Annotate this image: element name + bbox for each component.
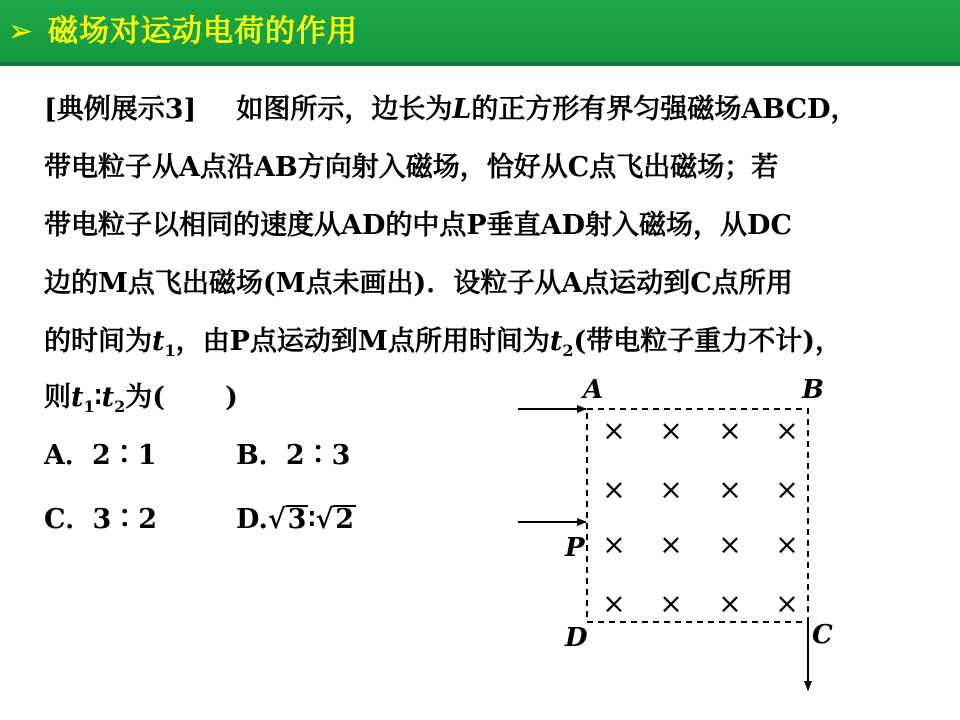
sub-2: 2 xyxy=(114,397,126,416)
label-d: D xyxy=(565,623,588,653)
field-cross-icon: × xyxy=(602,473,626,506)
text: D. xyxy=(236,504,268,535)
var-L: L xyxy=(452,94,472,125)
ratio-sign: ∶ xyxy=(94,382,102,413)
text: ) xyxy=(225,382,238,413)
sub-1: 1 xyxy=(164,341,176,360)
text: 如图所示，边长为 xyxy=(236,94,453,125)
sqrt-sign: √ xyxy=(267,504,286,535)
option-a[interactable]: A．2∶1 xyxy=(44,440,157,471)
field-cross-icon: × xyxy=(775,414,799,447)
ratio-sign: ∶ xyxy=(308,504,316,535)
field-cross-icon: × xyxy=(602,414,626,447)
field-cross-icon: × xyxy=(775,473,799,506)
field-cross-icon: × xyxy=(659,587,683,620)
text: 的正方形有界匀强磁场ABCD， xyxy=(471,94,858,125)
example-tag: [典例展示3] xyxy=(44,94,197,125)
text: (带电粒子重力不计)， xyxy=(573,326,843,357)
radicand-2: 2 xyxy=(335,504,354,535)
radicand-1: 3 xyxy=(287,504,307,535)
option-d[interactable] xyxy=(236,502,356,538)
field-cross-icon: × xyxy=(775,587,799,620)
label-a: A xyxy=(583,375,604,405)
slide-title: 磁场对运动电荷的作用 xyxy=(48,14,358,49)
var-t: t xyxy=(101,382,115,413)
text: 则 xyxy=(44,382,71,413)
problem-line-5 xyxy=(44,324,842,369)
problem-line-6 xyxy=(44,380,238,425)
option-c[interactable]: C．3∶2 xyxy=(44,504,158,535)
label-c: C xyxy=(812,620,833,650)
field-cross-icon: × xyxy=(718,587,742,620)
var-t: t xyxy=(549,326,563,357)
field-cross-icon: × xyxy=(659,473,683,506)
field-cross-icon: × xyxy=(718,473,742,506)
text: 为( xyxy=(125,382,166,413)
problem-line-3: 带电粒子以相同的速度从AD的中点P垂直AD射入磁场，从DC xyxy=(44,210,792,241)
option-b[interactable]: B．2∶3 xyxy=(236,440,351,471)
label-p: P xyxy=(565,533,585,563)
field-cross-icon: × xyxy=(659,528,683,561)
field-cross-icon: × xyxy=(718,528,742,561)
arrow-bullet-icon: ➢ xyxy=(8,14,34,49)
field-cross-icon: × xyxy=(659,414,683,447)
field-cross-icon: × xyxy=(602,587,626,620)
header-divider xyxy=(0,62,960,66)
label-b: B xyxy=(802,375,824,405)
field-cross-icon: × xyxy=(775,528,799,561)
problem-line-4: 边的M点飞出磁场(M点未画出)．设粒子从A点运动到C点所用 xyxy=(44,268,793,299)
problem-line-2: 带电粒子从A点沿AB方向射入磁场，恰好从C点飞出磁场；若 xyxy=(44,152,779,183)
sub-1: 1 xyxy=(83,397,95,416)
problem-line-1 xyxy=(44,92,858,128)
field-cross-icon: × xyxy=(602,528,626,561)
sqrt-sign: √ xyxy=(315,504,334,535)
field-cross-icon: × xyxy=(718,414,742,447)
text: ，由P点运动到M点所用时间为 xyxy=(175,326,550,357)
field-boundary xyxy=(587,409,808,622)
var-t: t xyxy=(71,382,84,413)
text: 的时间为 xyxy=(44,326,152,357)
sub-2: 2 xyxy=(562,341,574,360)
field-crosses xyxy=(602,414,798,620)
var-t: t xyxy=(152,326,165,357)
